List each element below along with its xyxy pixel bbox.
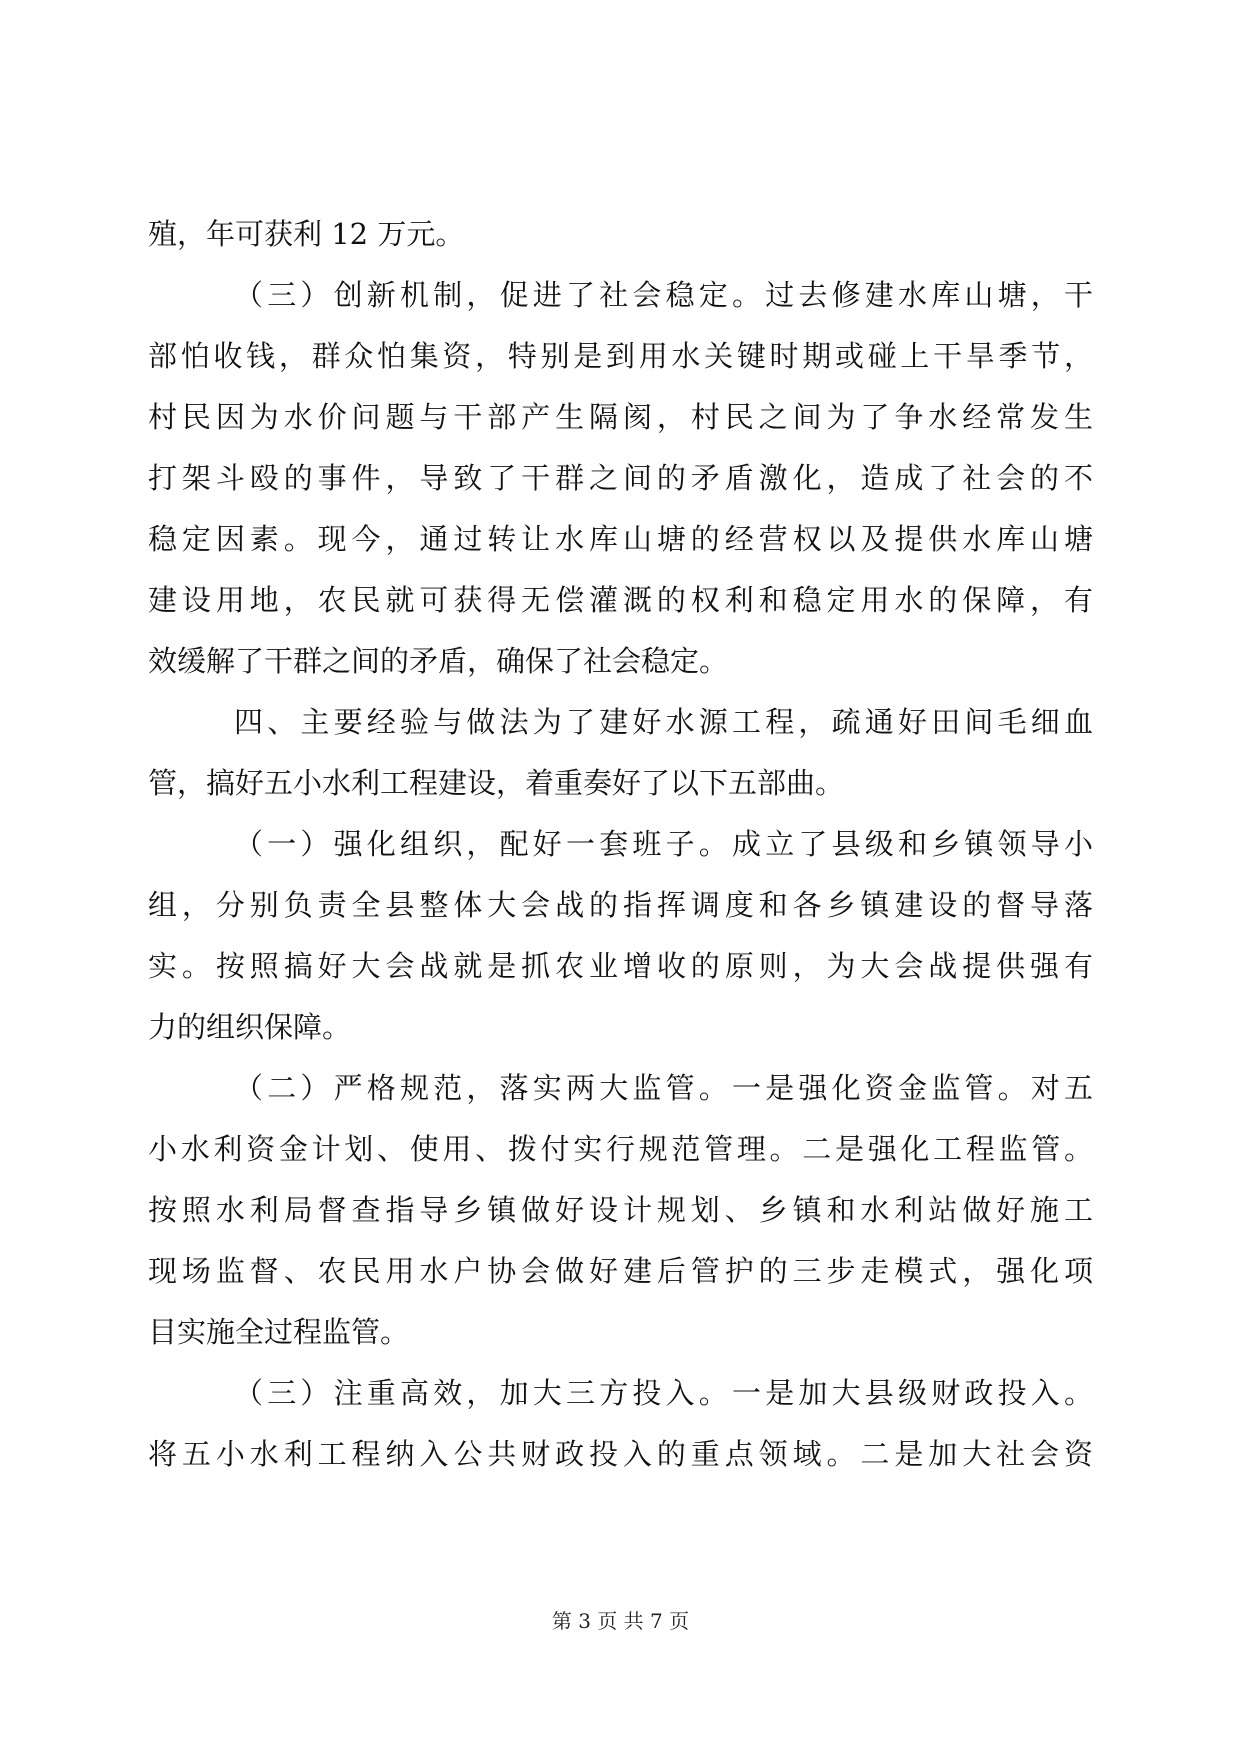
text-line: 殖，年可获利 12 万元。 <box>148 217 465 251</box>
body-text <box>148 204 1093 1485</box>
page-number: 第 3 页 共 7 页 <box>551 1609 690 1633</box>
text-line: 建设用地，农民就可获得无偿灌溉的权利和稳定用水的保障，有 <box>148 583 1093 617</box>
text-line: 小水利资金计划、使用、拨付实行规范管理。二是强化工程监管。 <box>148 1132 1093 1166</box>
text-line: 实。按照搞好大会战就是抓农业增收的原则，为大会战提供强有 <box>148 949 1093 983</box>
text-line: （一）强化组织，配好一套班子。成立了县级和乡镇领导小 <box>234 827 1093 861</box>
text-line: 打架斗殴的事件，导致了干群之间的矛盾激化，造成了社会的不 <box>148 461 1093 495</box>
text-line: 稳定因素。现今，通过转让水库山塘的经营权以及提供水库山塘 <box>148 522 1093 556</box>
text-line: 管，搞好五小水利工程建设，着重奏好了以下五部曲。 <box>148 766 845 800</box>
text-line: 效缓解了干群之间的矛盾，确保了社会稳定。 <box>148 644 729 678</box>
text-line: 按照水利局督查指导乡镇做好设计规划、乡镇和水利站做好施工 <box>148 1193 1093 1227</box>
text-line: 组，分别负责全县整体大会战的指挥调度和各乡镇建设的督导落 <box>148 888 1093 922</box>
text-line: 力的组织保障。 <box>148 1010 352 1044</box>
text-line: 村民因为水价问题与干部产生隔阂，村民之间为了争水经常发生 <box>148 400 1093 434</box>
text-line: 四、主要经验与做法为了建好水源工程，疏通好田间毛细血 <box>234 705 1093 739</box>
text-line: 目实施全过程监管。 <box>148 1315 410 1349</box>
text-line: 将五小水利工程纳入公共财政投入的重点领域。二是加大社会资 <box>148 1437 1093 1471</box>
text-line: （二）严格规范，落实两大监管。一是强化资金监管。对五 <box>234 1071 1093 1105</box>
text-line: 部怕收钱，群众怕集资，特别是到用水关键时期或碰上干旱季节， <box>148 339 1093 373</box>
text-line: （三）注重高效，加大三方投入。一是加大县级财政投入。 <box>234 1376 1093 1410</box>
text-line: 现场监督、农民用水户协会做好建后管护的三步走模式，强化项 <box>148 1254 1093 1288</box>
text-line: （三）创新机制，促进了社会稳定。过去修建水库山塘，干 <box>234 278 1093 312</box>
